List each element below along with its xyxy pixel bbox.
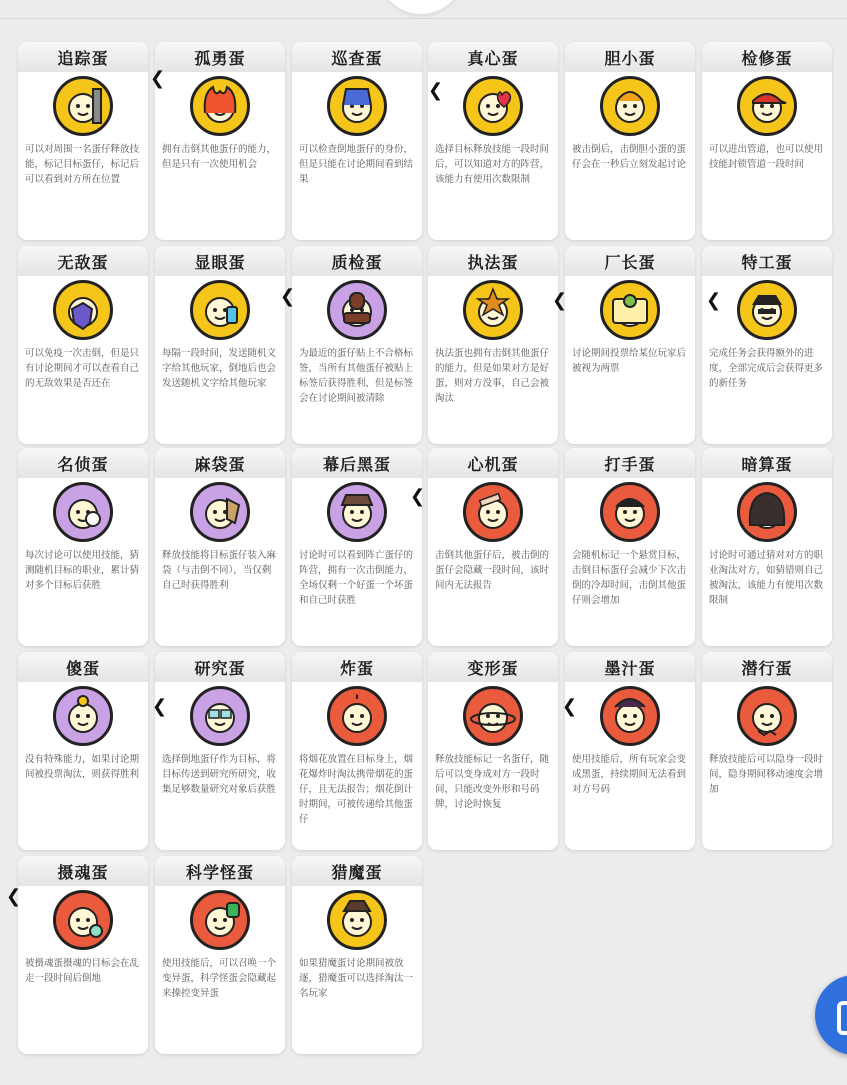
role-title: 无敌蛋 <box>57 252 109 272</box>
role-title: 厂长蛋 <box>604 252 656 272</box>
role-title: 麻袋蛋 <box>194 454 246 474</box>
card-header <box>565 652 695 682</box>
card-header <box>18 652 148 682</box>
role-description: 选择目标释放技能一段时间后，可以知道对方的阵营，该能力有使用次数限制 <box>435 144 550 185</box>
role-card[interactable] <box>155 652 285 850</box>
separator-notch: ❮ <box>150 68 166 89</box>
role-title: 变形蛋 <box>467 658 519 678</box>
role-description: 会随机标记一个悬赏目标，击倒目标蛋仔会减少下次击倒的冷却时间，击倒其他蛋仔则会增加 <box>572 550 687 606</box>
mad-scientist-egg-icon <box>190 890 250 950</box>
thug-egg-icon <box>600 482 660 542</box>
role-title: 巡查蛋 <box>331 48 383 68</box>
role-card[interactable] <box>702 246 832 444</box>
role-description: 没有特殊能力，如果讨论期间被投票淘汰，则获得胜利 <box>25 754 140 780</box>
card-header <box>565 246 695 276</box>
role-title: 心机蛋 <box>467 454 519 474</box>
role-card[interactable] <box>292 246 422 444</box>
role-card[interactable] <box>18 42 148 240</box>
role-card[interactable] <box>292 856 422 1054</box>
role-title: 幕后黑蛋 <box>322 454 391 474</box>
role-description: 拥有击倒其他蛋仔的能力，但是只有一次使用机会 <box>162 144 277 170</box>
role-card[interactable] <box>428 42 558 240</box>
ink-egg-icon <box>600 686 660 746</box>
fab-icon <box>837 1001 847 1035</box>
card-header <box>18 42 148 72</box>
scientist-egg-icon <box>190 686 250 746</box>
role-title: 检修蛋 <box>741 48 793 68</box>
card-header <box>18 856 148 886</box>
role-description: 使用技能后，可以召唤一个变异蛋，科学怪蛋会隐藏起来操控变异蛋 <box>162 958 277 999</box>
card-header <box>155 42 285 72</box>
bomb-egg-icon <box>327 686 387 746</box>
card-header <box>155 652 285 682</box>
role-description: 被摄魂蛋摄魂的目标会在乱走一段时间后倒地 <box>25 958 140 984</box>
role-description: 可以进出管道，也可以使用技能封锁管道一段时间 <box>709 144 824 170</box>
card-header <box>702 246 832 276</box>
separator-notch: ❮ <box>428 80 444 101</box>
role-card[interactable] <box>155 42 285 240</box>
separator-notch: ❮ <box>6 886 22 907</box>
role-description: 击倒其他蛋仔后，被击倒的蛋仔会隐藏一段时间，该时间内无法报告 <box>435 550 550 591</box>
role-title: 猎魔蛋 <box>331 862 383 882</box>
role-title: 追踪蛋 <box>57 48 109 68</box>
separator-notch: ❮ <box>410 486 426 507</box>
role-card[interactable] <box>155 246 285 444</box>
role-description: 将烟花放置在目标身上，烟花爆炸时淘汰携带烟花的蛋仔，且无法报告；烟花倒计时期间，可被传递给其他蛋仔 <box>299 754 414 825</box>
card-header <box>292 652 422 682</box>
role-description: 讨论期间投票给某位玩家后被视为两票 <box>572 348 687 374</box>
card-header <box>565 448 695 478</box>
sneak-egg-icon <box>737 686 797 746</box>
vote-card-icon <box>600 280 660 340</box>
role-card[interactable] <box>18 246 148 444</box>
role-card[interactable] <box>292 42 422 240</box>
separator-notch: ❮ <box>706 290 722 311</box>
detective-egg-icon <box>53 482 113 542</box>
card-header <box>155 856 285 886</box>
card-header <box>428 42 558 72</box>
role-title: 质检蛋 <box>331 252 383 272</box>
hunter-egg-icon <box>327 890 387 950</box>
role-description: 使用技能后，所有玩家会变成黑蛋，持续期间无法看到对方号码 <box>572 754 687 795</box>
role-title: 胆小蛋 <box>604 48 656 68</box>
card-header <box>428 246 558 276</box>
role-card[interactable] <box>18 652 148 850</box>
card-header <box>292 42 422 72</box>
role-description: 每隔一段时间，发送随机文字给其他玩家，倒地后也会发送随机文字给其他玩家 <box>162 348 277 389</box>
role-card[interactable] <box>565 652 695 850</box>
role-title: 暗算蛋 <box>741 454 793 474</box>
card-header <box>292 246 422 276</box>
role-card[interactable] <box>292 652 422 850</box>
role-description: 释放技能标记一名蛋仔，随后可以变身成对方一段时间，只能改变外形和号码牌，讨论时恢复 <box>435 754 550 810</box>
role-title: 摄魂蛋 <box>57 862 109 882</box>
role-description: 被击倒后，击倒胆小蛋的蛋仔会在一秒后立刻发起讨论 <box>572 144 687 170</box>
role-title: 潜行蛋 <box>741 658 793 678</box>
card-header <box>702 652 832 682</box>
role-title: 墨汁蛋 <box>604 658 656 678</box>
planet-egg-icon <box>463 686 523 746</box>
card-header <box>565 42 695 72</box>
role-title: 炸蛋 <box>339 658 374 678</box>
mastermind-egg-icon <box>327 482 387 542</box>
role-description: 可以免疫一次击倒，但是只有讨论期间才可以查看自己的无敌效果是否还在 <box>25 348 140 389</box>
role-description: 完成任务会获得额外的进度，全部完成后会获得更多的新任务 <box>709 348 824 389</box>
phone-egg-icon <box>190 280 250 340</box>
role-card[interactable] <box>565 42 695 240</box>
role-description: 释放技能后可以隐身一段时间，隐身期间移动速度会增加 <box>709 754 824 795</box>
separator-notch: ❮ <box>562 696 578 717</box>
role-card[interactable] <box>292 448 422 646</box>
role-card[interactable] <box>565 246 695 444</box>
role-title: 打手蛋 <box>604 454 656 474</box>
card-header <box>155 448 285 478</box>
role-title: 科学怪蛋 <box>185 862 254 882</box>
sack-egg-icon <box>190 482 250 542</box>
card-header <box>428 652 558 682</box>
card-header <box>292 448 422 478</box>
separator-notch: ❮ <box>552 290 568 311</box>
role-description: 可以检查倒地蛋仔的身份，但是只能在讨论期间看到结果 <box>299 144 414 185</box>
role-title: 显眼蛋 <box>194 252 246 272</box>
role-description: 为最近的蛋仔贴上不合格标签，当所有其他蛋仔被贴上标签后获得胜利，但是标签会在讨论期间被清除 <box>299 348 414 404</box>
card-header <box>428 448 558 478</box>
role-card[interactable] <box>702 42 832 240</box>
door-peek-egg-icon <box>53 76 113 136</box>
role-title: 执法蛋 <box>467 252 519 272</box>
role-card[interactable] <box>565 448 695 646</box>
role-description: 选择倒地蛋仔作为目标，将目标传送到研究所研究，收集足够数量研究对象后获胜 <box>162 754 277 795</box>
separator-notch: ❮ <box>280 286 296 307</box>
role-title: 特工蛋 <box>741 252 793 272</box>
role-card[interactable] <box>155 856 285 1054</box>
role-description: 释放技能将目标蛋仔装入麻袋（与击倒不同），当仅剩自己时获得胜利 <box>162 550 277 591</box>
card-header <box>18 448 148 478</box>
role-title: 名侦蛋 <box>57 454 109 474</box>
police-star-egg-icon <box>463 280 523 340</box>
shield-egg-icon <box>53 280 113 340</box>
role-card[interactable] <box>155 448 285 646</box>
flame-egg-icon <box>190 76 250 136</box>
role-title: 傻蛋 <box>65 658 100 678</box>
role-card[interactable] <box>702 652 832 850</box>
card-header <box>702 42 832 72</box>
heart-egg-icon <box>463 76 523 136</box>
stamp-icon <box>327 280 387 340</box>
pharaoh-egg-icon <box>327 76 387 136</box>
role-card[interactable] <box>18 856 148 1054</box>
repair-cap-egg-icon <box>737 76 797 136</box>
role-card[interactable] <box>428 246 558 444</box>
role-card[interactable] <box>428 652 558 850</box>
card-header <box>155 246 285 276</box>
separator-notch: ❮ <box>152 696 168 717</box>
role-description: 执法蛋也拥有击倒其他蛋仔的能力，但是如果对方是好蛋，则对方没事，自己会被淘汰 <box>435 348 550 404</box>
soul-egg-icon <box>53 890 113 950</box>
role-card[interactable] <box>18 448 148 646</box>
role-title: 研究蛋 <box>194 658 246 678</box>
card-header <box>292 856 422 886</box>
role-title: 真心蛋 <box>467 48 519 68</box>
card-header <box>702 448 832 478</box>
role-description: 可以对周围一名蛋仔释放技能，标记目标蛋仔，标记后可以看到对方所在位置 <box>25 144 140 185</box>
role-description: 如果猎魔蛋讨论期间被放逐，猎魔蛋可以选择淘汰一名玩家 <box>299 958 414 999</box>
role-description: 讨论时可通过猜对对方的职业淘汰对方，如猜错则自己被淘汰，该能力有使用次数限制 <box>709 550 824 606</box>
bandage-egg-icon <box>463 482 523 542</box>
role-description: 每次讨论可以使用技能，猜测随机目标的职业，累计猜对多个目标后获胜 <box>25 550 140 591</box>
role-title: 孤勇蛋 <box>194 48 246 68</box>
card-header <box>18 246 148 276</box>
role-card[interactable] <box>428 448 558 646</box>
role-description: 讨论时可以看到阵亡蛋仔的阵营，拥有一次击倒能力，全场仅剩一个好蛋一个坏蛋和自己时获胜 <box>299 550 414 606</box>
silly-egg-icon <box>53 686 113 746</box>
hooded-egg-icon <box>737 482 797 542</box>
scared-egg-icon <box>600 76 660 136</box>
role-card[interactable] <box>702 448 832 646</box>
agent-hat-egg-icon <box>737 280 797 340</box>
